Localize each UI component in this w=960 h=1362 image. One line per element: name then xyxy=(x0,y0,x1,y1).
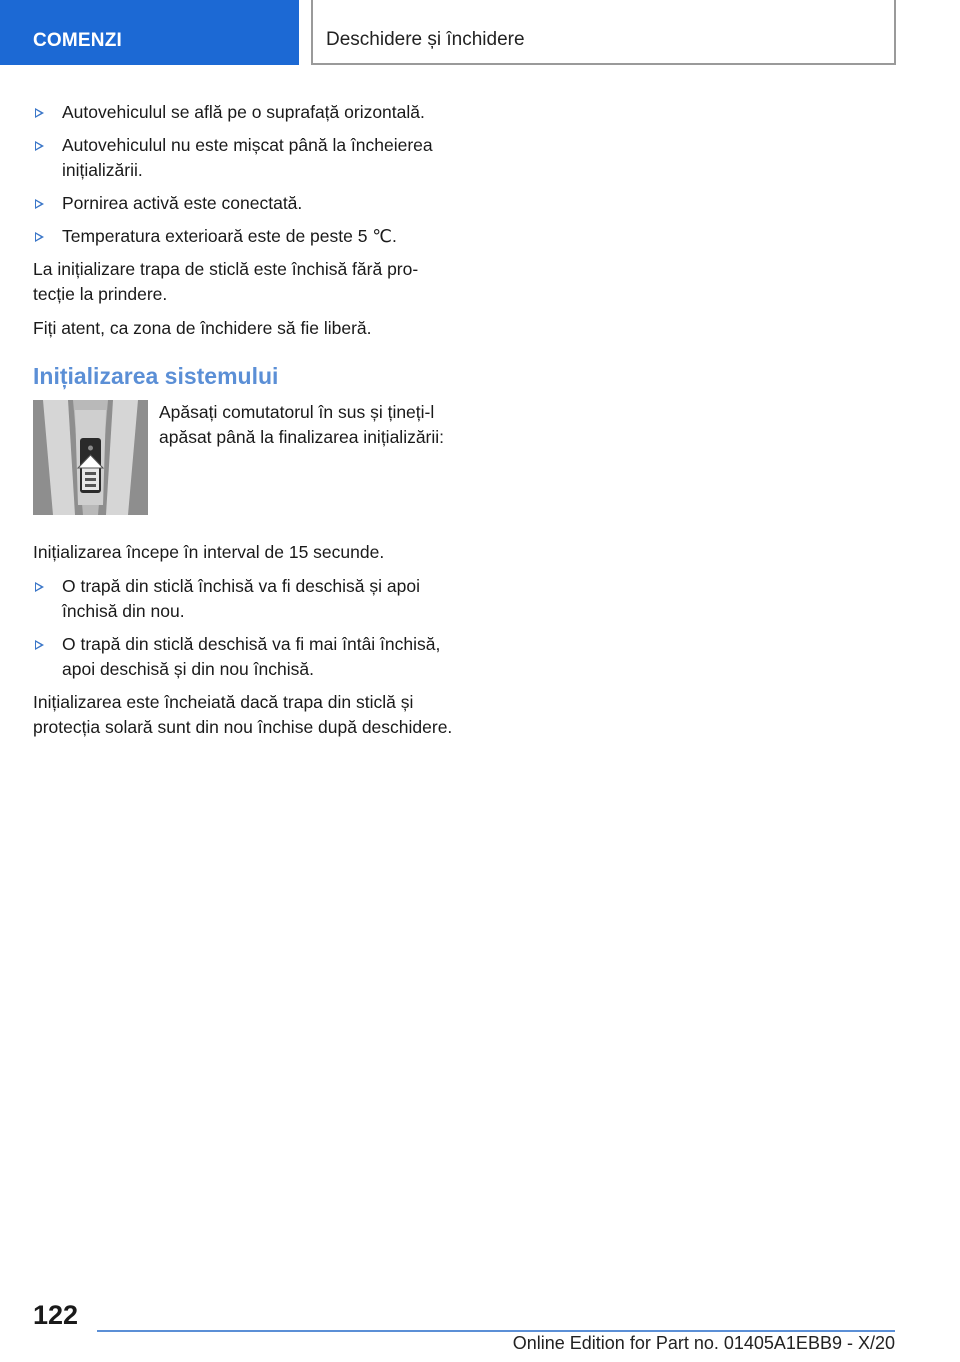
bullet-triangle-icon xyxy=(35,640,44,650)
paragraph: Fiți atent, ca zona de închidere să fie liberă. xyxy=(33,318,372,338)
figure-caption: Apăsați comutatorul în sus și țineți-l apăsat până la finalizarea inițializării: xyxy=(159,402,445,447)
section-heading: Inițializarea sistemului xyxy=(33,363,279,389)
list-item xyxy=(33,133,453,183)
bullet-triangle-icon xyxy=(35,141,44,151)
list-item xyxy=(33,100,453,125)
bullet-text: O trapă din sticlă deschisă va fi mai întâi închisă, apoi deschisă și din nou închisă. xyxy=(62,634,441,679)
page-header-title: Deschidere și închidere xyxy=(326,29,525,50)
footer-divider xyxy=(97,1330,895,1332)
roof-switch-illustration xyxy=(33,400,148,515)
list-item xyxy=(33,632,453,682)
bullet-triangle-icon xyxy=(35,108,44,118)
main-content xyxy=(33,100,453,749)
list-item xyxy=(33,224,453,249)
bullet-text: Temperatura exterioară este de peste 5 ℃. xyxy=(62,226,397,246)
page-number: 122 xyxy=(33,1300,79,1330)
paragraph: Inițializarea este încheiată dacă trapa din sticlă și protecția solară sunt din nou închise după deschidere. xyxy=(33,692,453,737)
bullet-text: O trapă din sticlă închisă va fi deschisă și apoi închisă din nou. xyxy=(62,576,420,621)
bullet-text: Autovehiculul nu este mișcat până la încheierea inițializării. xyxy=(62,135,433,180)
bullet-text: Autovehiculul se află pe o suprafață orizontală. xyxy=(62,102,425,122)
bullet-triangle-icon xyxy=(35,582,44,592)
bullet-text: Pornirea activă este conectată. xyxy=(62,193,303,213)
bullet-triangle-icon xyxy=(35,199,44,209)
chapter-tab[interactable]: COMENZI xyxy=(0,0,299,65)
figure-block xyxy=(33,400,453,528)
bullet-triangle-icon xyxy=(35,232,44,242)
paragraph: La inițializare trapa de sticlă este închisă fără protecție la prindere. xyxy=(33,259,419,304)
list-item xyxy=(33,191,453,216)
footer-edition-text: Online Edition for Part no. 01405A1EBB9 - X/20 xyxy=(512,1333,895,1353)
list-item xyxy=(33,574,453,624)
paragraph: Inițializarea începe în interval de 15 secunde. xyxy=(33,542,385,562)
